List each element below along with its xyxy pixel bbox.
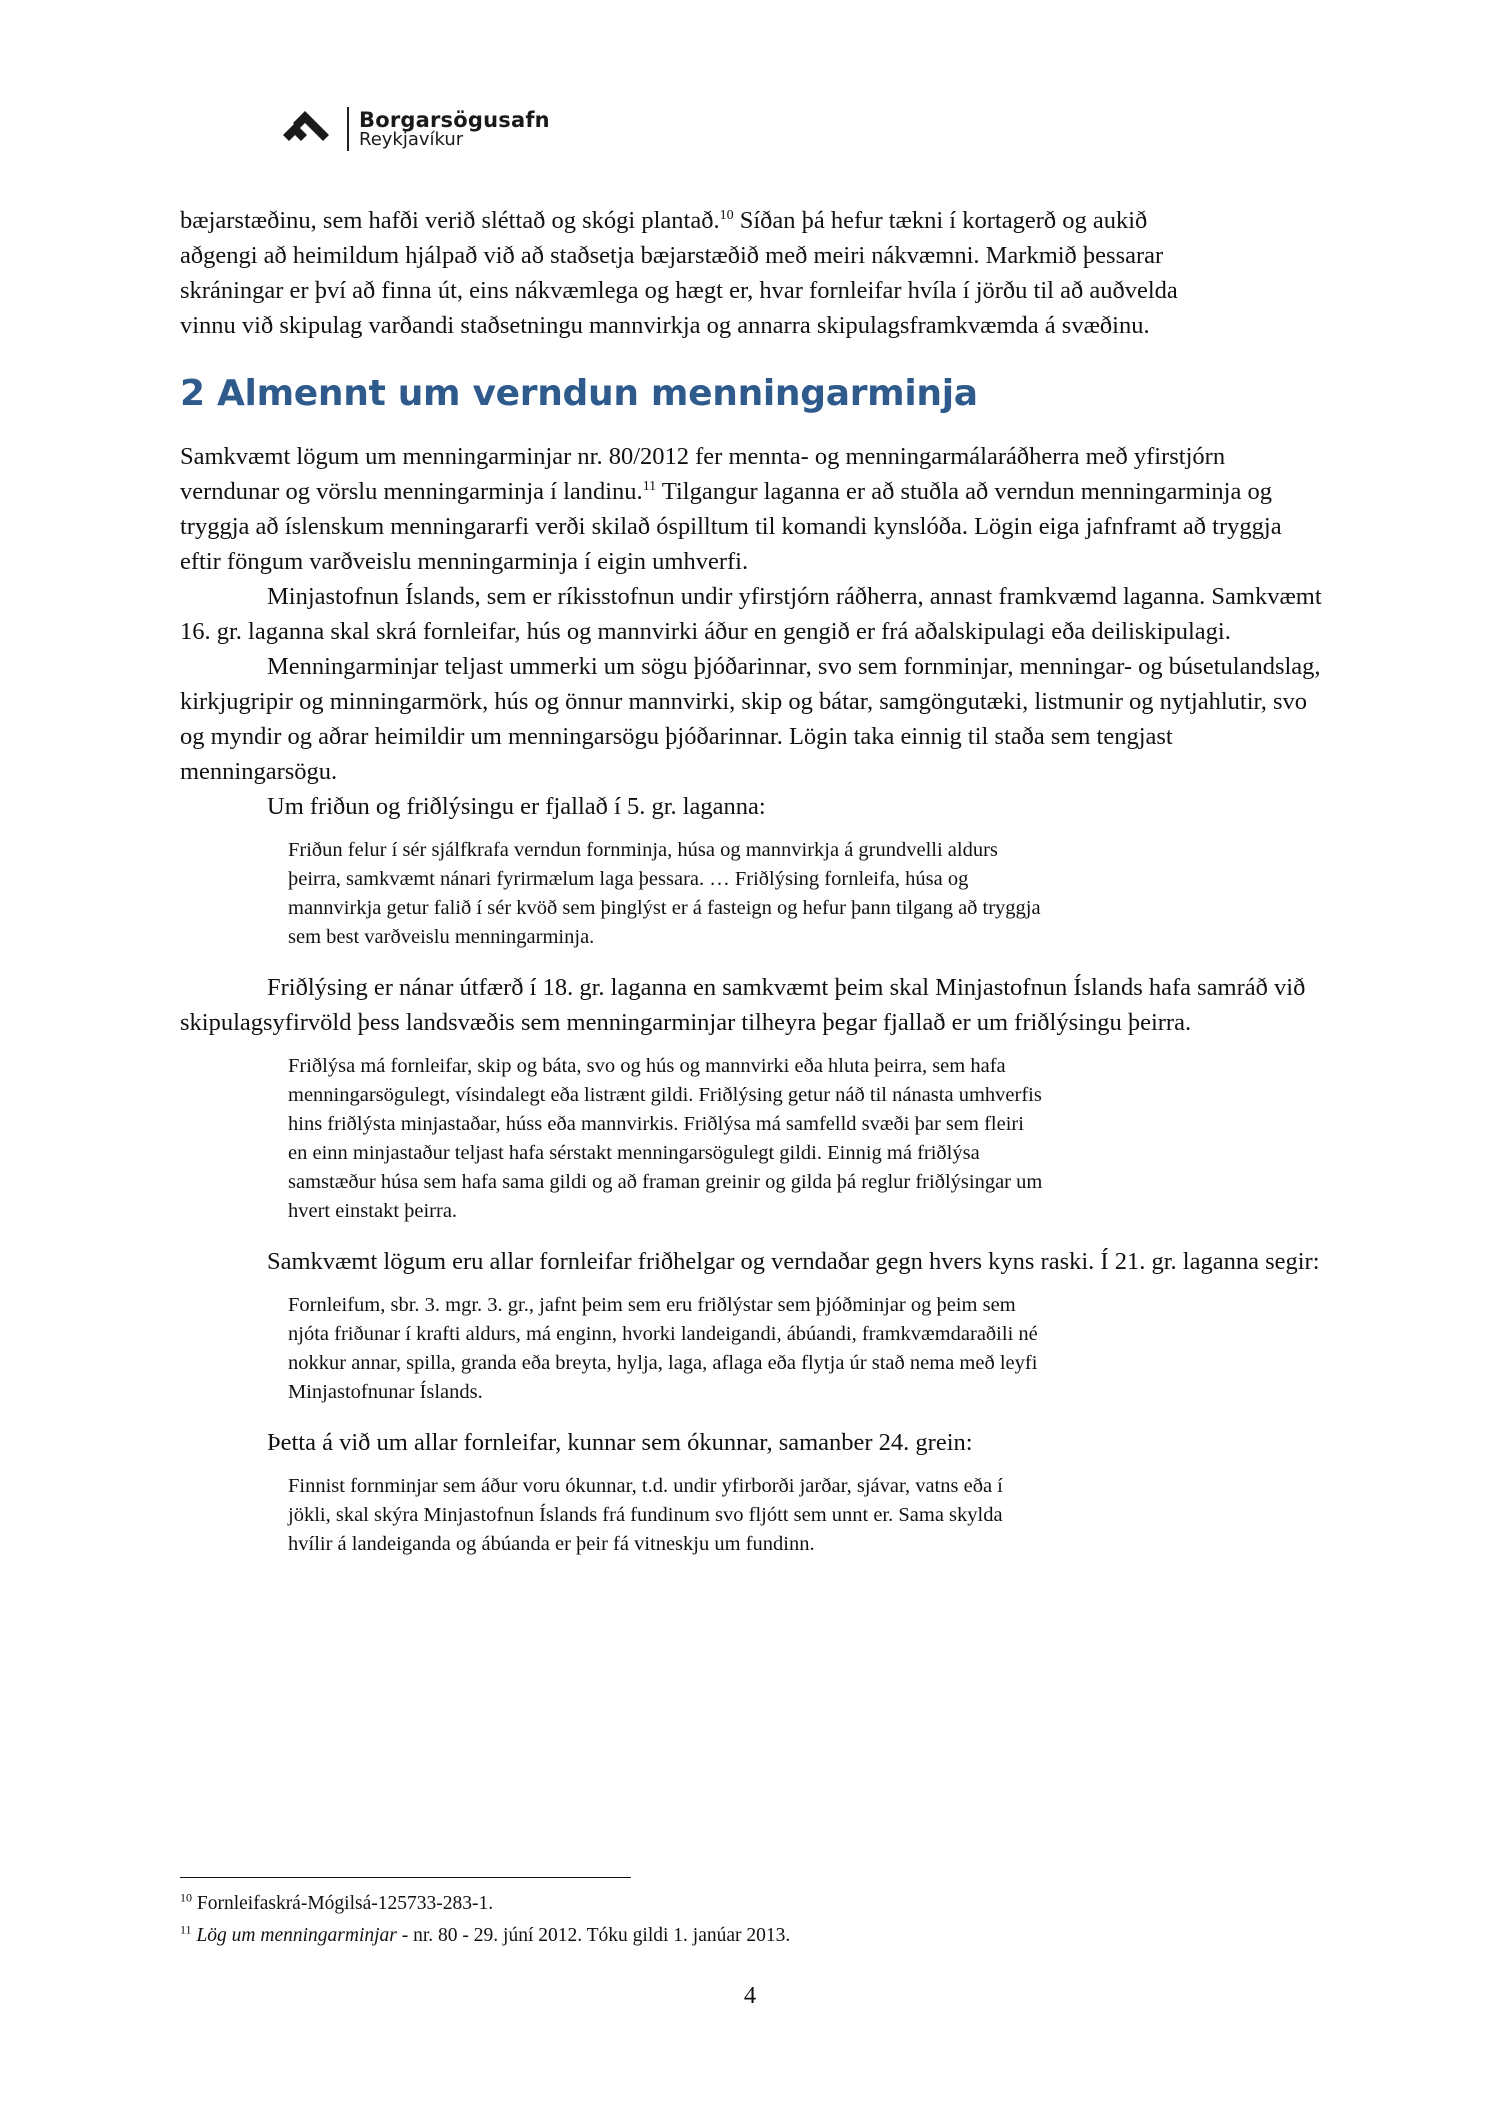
quote-grein-24: Finnist fornminjar sem áður voru ókunnar, t.d. undir yfirborði jarðar, sjávar, vatns eða í jökli, skal skýra Minjastofnun Íslands frá fundinum svo fljótt sem unnt er. Sama skylda hvílir á landeiganda og ábúanda er þeir fá vitneskju um fundinn.	[288, 1475, 1003, 1555]
footnote-divider	[180, 1877, 631, 1878]
logo-text	[359, 109, 550, 150]
header-logo	[281, 104, 550, 154]
quote-grein-21: Fornleifum, sbr. 3. mgr. 3. gr., jafnt þeim sem eru friðlýstar sem þjóðminjar og þeim sem njóta friðunar í krafti aldurs, má enginn, hvorki landeigandi, ábúandi, framkvæmdaraðili né nokkur annar, spilla, granda eða breyta, hylja, laga, aflaga eða flytja úr stað nema með leyfi Minjastofnunar Íslands.	[288, 1294, 1038, 1403]
org-name: Borgarsögusafn	[359, 107, 550, 132]
footnote-ref-11[interactable]: 11	[642, 478, 657, 494]
paragraph-fridun-intro: Um friðun og friðlýsingu er fjallað í 5. gr. laganna:	[267, 793, 766, 820]
paragraph-minjastofnun: Minjastofnun Íslands, sem er ríkisstofnun undir yfirstjórn ráðherra, annast framkvæmd laganna. Samkvæmt 16. gr. laganna skal skrá fornleifar, hús og mannvirki áður en gengið er frá aðalskipulagi eða deiliskipulagi.	[180, 583, 1322, 645]
paragraph-law-intro: Samkvæmt lögum um menningarminjar nr. 80/2012 fer mennta- og menningarmálaráðherra með yfirstjórn verndunar og vörslu menningarminja í landinu.$^{11}$ Tilgangur laganna er að stuðla að verndun menningarminja og tryggja að íslenskum menningararfi verði skilað óspilltum til komandi kynslóða. Lögin eiga jafnframt að tryggja eftir föngum varðveislu menningarminja í eigin umhverfi.	[180, 443, 1282, 575]
org-city: Reykjavíkur	[359, 128, 464, 150]
footnote-ref-10[interactable]: 10	[719, 207, 734, 223]
paragraph-fridlysing: Friðlýsing er nánar útfærð í 18. gr. laganna en samkvæmt þeim skal Minjastofnun Íslands hafa samráð við skipulagsyfirvöld þess landsvæðis sem menningarminjar tilheyra þegar fjallað er um friðlýsingu þeirra.	[180, 974, 1306, 1036]
paragraph-fridhelgar: Samkvæmt lögum eru allar fornleifar friðhelgar og verndaðar gegn hvers kyns raski. Í 21. gr. laganna segir:	[267, 1248, 1320, 1275]
paragraph-menningarminjar: Menningarminjar teljast ummerki um sögu þjóðarinnar, svo sem fornminjar, menningar- og búsetulandslag, kirkjugripir og minningarmörk, hús og önnur mannvirki, skip og bátar, samgöngutæki, listmunir og nytjahlutir, svo og myndir og aðrar heimildir um menningarsögu þjóðarinnar. Lögin taka einnig til staða sem tengjast menningarsögu.	[180, 653, 1321, 785]
page-body	[180, 203, 1326, 1573]
paragraph-okunnar: Þetta á við um allar fornleifar, kunnar sem ókunnar, samanber 24. grein:	[267, 1429, 973, 1456]
museum-roof-logo-icon	[281, 109, 331, 149]
quote-fridlysing: Friðlýsa má fornleifar, skip og báta, svo og hús og mannvirki eða hluta þeirra, sem hafa menningarsögulegt, vísindalegt eða listrænt gildi. Friðlýsing getur náð til nánasta umhverfis hins friðlýsta minjastaðar, húss eða mannvirkis. Friðlýsa má samfelld svæði þar sem fleiri en einn minjastaður teljast hafa sérstakt menningarsögulegt gildi. Einnig má friðlýsa samstæður húsa sem hafa sama gildi og að framan greinir og gilda þá reglur friðlýsingar um hvert einstakt þeirra.	[288, 1055, 1043, 1222]
page-number: 4	[743, 1982, 757, 2009]
section-heading: 2 Almennt um verndun menningarminja	[180, 373, 978, 414]
footnotes	[180, 1877, 1326, 1952]
footnote-10: $^{10}$ Fornleifaskrá-Mógilsá-125733-283-1.	[180, 1890, 494, 1914]
quote-fridun: Friðun felur í sér sjálfkrafa verndun fornminja, húsa og mannvirkja á grundvelli aldurs þeirra, samkvæmt nánari fyrirmælum laga þessara. … Friðlýsing fornleifa, húsa og mannvirkja getur falið í sér kvöð sem þinglýst er á fasteign og hefur þann tilgang að tryggja sem best varðveislu menningarminja.	[288, 839, 1041, 948]
logo-divider	[347, 107, 349, 151]
footnote-11: $^{11}$ Lög um menningarminjar - nr. 80 - 29. júní 2012. Tóku gildi 1. janúar 2013.	[180, 1922, 791, 1946]
intro-paragraph: bæjarstæðinu, sem hafði verið sléttað og skógi plantað.$^{10}$ Síðan þá hefur tækni í kortagerð og aukið aðgengi að heimildum hjálpað við að staðsetja bæjarstæðið með meiri nákvæmni. Markmið þessarar skráningar er því að finna út, eins nákvæmlega og hægt er, hvar fornleifar hvíla í jörðu til að auðvelda vinnu við skipulag varðandi staðsetningu mannvirkja og annarra skipulagsframkvæmda á svæðinu.	[180, 207, 1178, 339]
